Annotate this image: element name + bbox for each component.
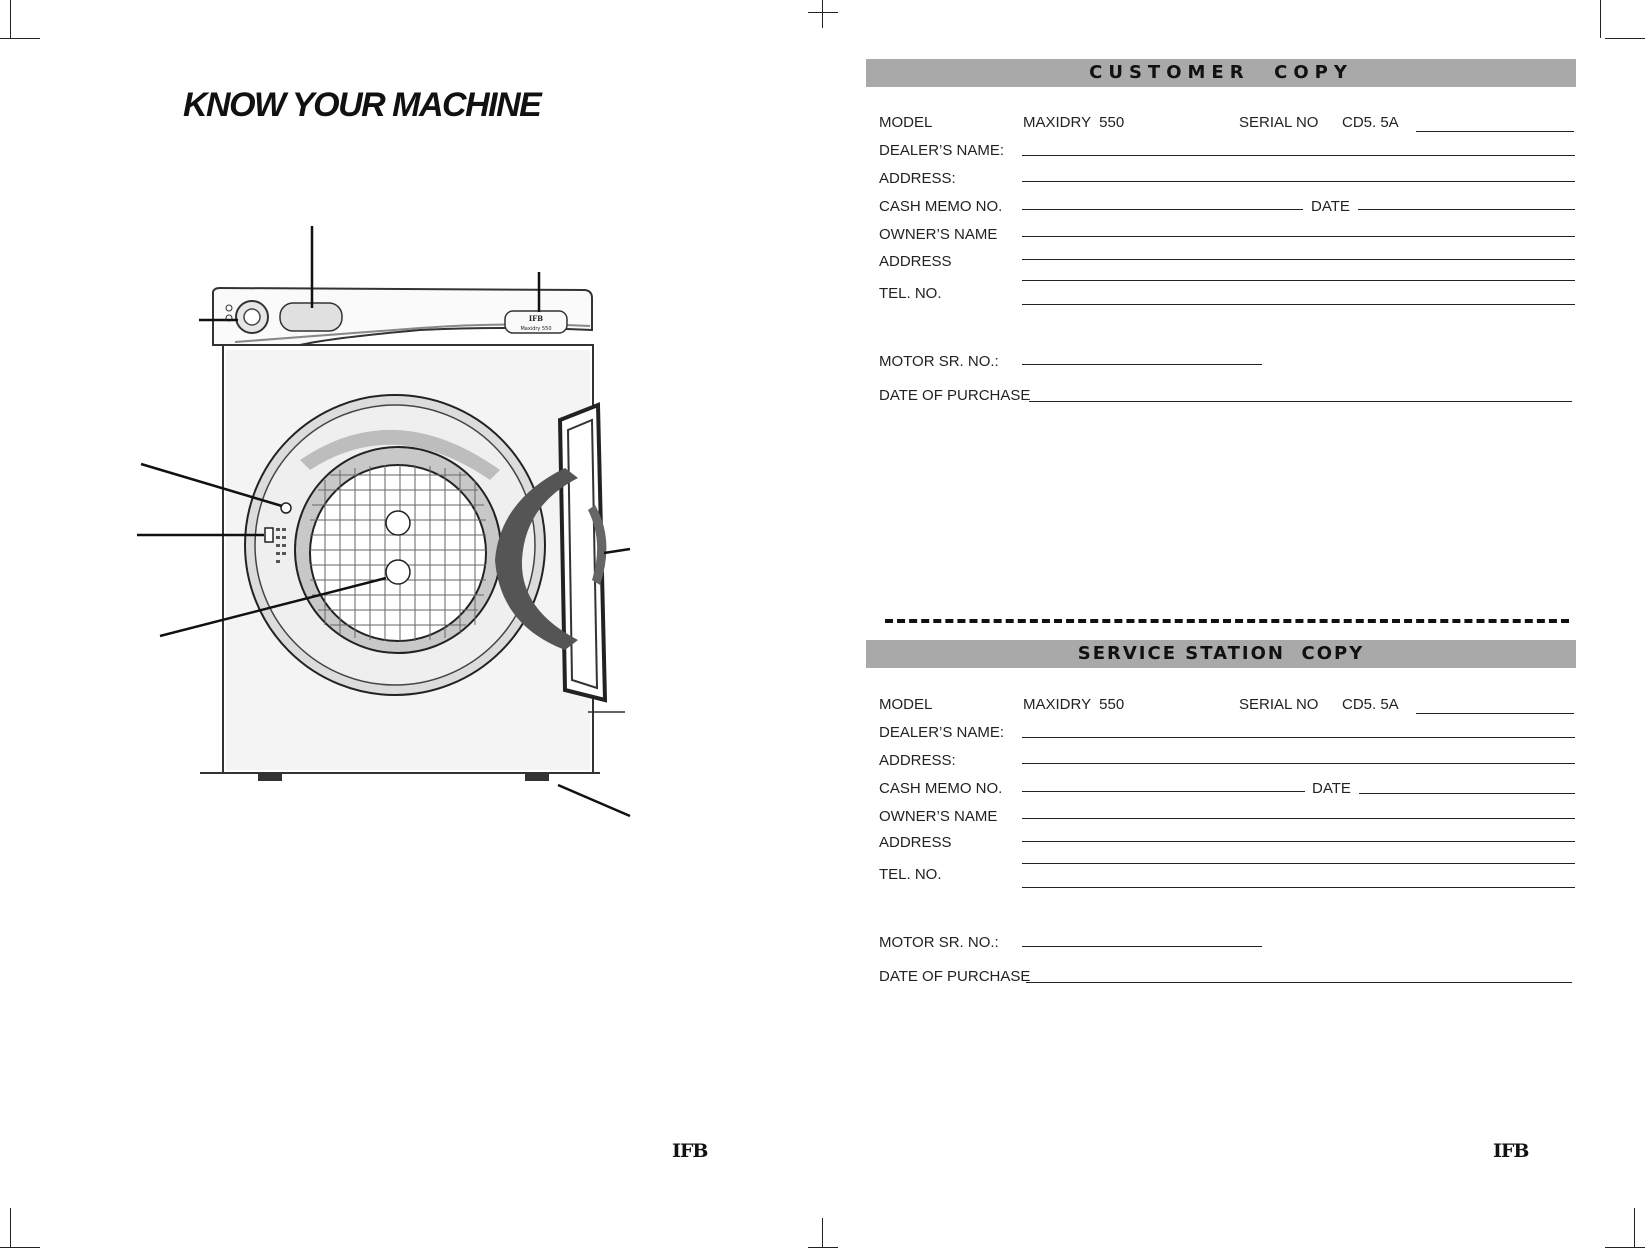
cash-memo-label: CASH MEMO NO. [879,780,1003,797]
date-label: DATE [1312,780,1351,797]
model-value: MAXIDRY 550 [1023,696,1125,713]
motor-field[interactable] [1022,364,1262,365]
motor-label: MOTOR SR. NO.: [879,934,999,951]
purchase-label: DATE OF PURCHASE [879,968,1031,985]
owner-label: OWNER’S NAME [879,808,998,825]
foot-right [525,773,549,781]
serial-field[interactable] [1416,713,1574,714]
address-field[interactable] [1022,181,1575,182]
owner-address-label: ADDRESS [879,834,952,851]
address-field[interactable] [1022,763,1575,764]
address-label: ADDRESS: [879,752,956,769]
purchase-field[interactable] [1026,982,1572,983]
tel-label: TEL. NO. [879,866,942,883]
date-field[interactable] [1358,209,1575,210]
model-label: MODEL [879,696,933,713]
indicator-lamp [281,503,291,513]
purchase-label: DATE OF PURCHASE [879,387,1031,404]
cut-line [885,619,1569,623]
date-field[interactable] [1359,793,1575,794]
foot-left [258,773,282,781]
service-copy-banner: SERVICE STATION COPY [866,640,1576,668]
tel-field[interactable] [1022,304,1575,305]
owner-address-label: ADDRESS [879,253,952,270]
serial-label: SERIAL NO [1239,696,1319,713]
svg-text:Maxidry 550: Maxidry 550 [520,326,552,332]
motor-field[interactable] [1022,946,1262,947]
tel-field[interactable] [1022,887,1575,888]
address-label: ADDRESS: [879,170,956,187]
model-label: MODEL [879,114,933,131]
dealer-label: DEALER’S NAME: [879,142,1005,159]
dealer-field[interactable] [1022,155,1575,156]
owner-field[interactable] [1022,236,1575,237]
dealer-label: DEALER’S NAME: [879,724,1005,741]
model-value: MAXIDRY 550 [1023,114,1125,131]
customer-copy-banner: CUSTOMER COPY [866,59,1576,87]
serial-value: CD5. 5A [1342,696,1399,713]
cash-memo-label: CASH MEMO NO. [879,198,1003,215]
owner-field[interactable] [1022,818,1575,819]
svg-text:IFB: IFB [528,314,544,323]
date-label: DATE [1311,198,1350,215]
ifb-logo: IFB [1493,1140,1529,1162]
owner-address-field[interactable] [1022,841,1575,842]
ifb-logo: IFB [672,1140,708,1162]
serial-value: CD5. 5A [1342,114,1399,131]
owner-label: OWNER’S NAME [879,226,998,243]
tel-label: TEL. NO. [879,285,942,302]
cash-memo-field[interactable] [1022,791,1305,792]
owner-address-field-2[interactable] [1022,280,1575,281]
motor-label: MOTOR SR. NO.: [879,353,999,370]
owner-address-field-2[interactable] [1022,863,1575,864]
serial-field[interactable] [1416,131,1574,132]
serial-label: SERIAL NO [1239,114,1319,131]
door-button [265,528,273,542]
dealer-field[interactable] [1022,737,1575,738]
purchase-field[interactable] [1029,401,1572,402]
page-heading: KNOW YOUR MACHINE [183,86,541,124]
cash-memo-field[interactable] [1022,209,1303,210]
owner-address-field[interactable] [1022,259,1575,260]
